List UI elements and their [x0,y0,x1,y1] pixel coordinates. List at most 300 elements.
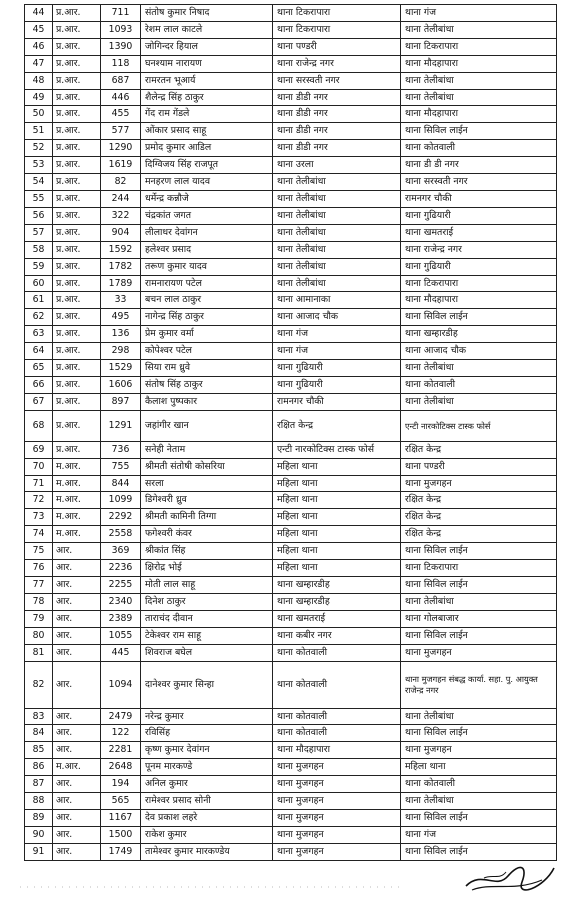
officer-name-cell: प्रमोद कुमार आडिल [141,140,273,157]
badge-number-cell: 2255 [101,577,141,594]
new-posting-cell: थाना सिविल लाईन [401,627,557,644]
officer-name-cell: शिवराज बघेल [141,644,273,661]
new-posting-cell: थाना सिविल लाईन [401,543,557,560]
table-row [25,492,557,509]
rank-cell: प्र.आर. [53,309,101,326]
table-row [25,725,557,742]
serial-number-cell: 71 [25,475,53,492]
new-posting-cell: थाना आजाद चौक [401,343,557,360]
current-posting-cell: थाना तेलीबांधा [273,224,401,241]
serial-number-cell: 90 [25,826,53,843]
badge-number-cell: 33 [101,292,141,309]
badge-number-cell: 1782 [101,258,141,275]
officer-name-cell: अनिल कुमार [141,776,273,793]
current-posting-cell: थाना तेलीबांधा [273,241,401,258]
serial-number-cell: 48 [25,72,53,89]
current-posting-cell: महिला थाना [273,509,401,526]
serial-number-cell: 67 [25,393,53,410]
officer-name-cell: दिग्विजय सिंह राजपूत [141,157,273,174]
officer-name-cell: जोगिन्दर हियाल [141,38,273,55]
new-posting-cell: रक्षित केन्द्र [401,526,557,543]
serial-number-cell: 54 [25,174,53,191]
officer-name-cell: मोती लाल साहू [141,577,273,594]
officer-name-cell: श्रीमती संतोषी कोसरिया [141,458,273,475]
badge-number-cell: 82 [101,174,141,191]
rank-cell: आर. [53,793,101,810]
new-posting-cell: थाना कोतवाली [401,776,557,793]
officer-name-cell: चंद्रकांत जगत [141,207,273,224]
new-posting-cell: थाना गंज [401,5,557,22]
rank-cell: प्र.आर. [53,140,101,157]
badge-number-cell: 1592 [101,241,141,258]
officer-name-cell: रामरतन भूआर्य [141,72,273,89]
table-row [25,475,557,492]
serial-number-cell: 55 [25,190,53,207]
current-posting-cell: थाना डीडी नगर [273,123,401,140]
current-posting-cell: महिला थाना [273,526,401,543]
badge-number-cell: 1529 [101,360,141,377]
table-row [25,157,557,174]
officer-name-cell: हलेश्वर प्रसाद [141,241,273,258]
table-row [25,577,557,594]
officer-name-cell: सरला [141,475,273,492]
officer-name-cell: मनहरण लाल यादव [141,174,273,191]
officer-name-cell: फगेश्वरी कंवर [141,526,273,543]
current-posting-cell: थाना गुढियारी [273,360,401,377]
table-row [25,509,557,526]
table-row [25,343,557,360]
rank-cell: प्र.आर. [53,275,101,292]
new-posting-cell: थाना गंज [401,826,557,843]
officer-name-cell: संतोष कुमार निषाद [141,5,273,22]
badge-number-cell: 2340 [101,593,141,610]
rank-cell: प्र.आर. [53,5,101,22]
serial-number-cell: 69 [25,441,53,458]
new-posting-cell: थाना तेलीबांधा [401,708,557,725]
new-posting-cell: रामनगर चौकी [401,190,557,207]
new-posting-cell: थाना खमतराई [401,224,557,241]
serial-number-cell: 91 [25,843,53,860]
new-posting-cell: थाना सरस्वती नगर [401,174,557,191]
serial-number-cell: 51 [25,123,53,140]
rank-cell: म.आर. [53,458,101,475]
serial-number-cell: 61 [25,292,53,309]
rank-cell: आर. [53,560,101,577]
rank-cell: प्र.आर. [53,376,101,393]
rank-cell: म.आर. [53,492,101,509]
table-row [25,258,557,275]
serial-number-cell: 52 [25,140,53,157]
rank-cell: आर. [53,826,101,843]
table-row [25,326,557,343]
current-posting-cell: थाना कबीर नगर [273,627,401,644]
new-posting-cell: रक्षित केन्द्र [401,441,557,458]
current-posting-cell: थाना आजाद चौक [273,309,401,326]
rank-cell: आर. [53,809,101,826]
table-row [25,190,557,207]
badge-number-cell: 2479 [101,708,141,725]
serial-number-cell: 75 [25,543,53,560]
new-posting-cell: थाना मौदहापारा [401,292,557,309]
serial-number-cell: 65 [25,360,53,377]
new-posting-cell: थाना टिकरापारा [401,275,557,292]
serial-number-cell: 58 [25,241,53,258]
badge-number-cell: 322 [101,207,141,224]
rank-cell: आर. [53,776,101,793]
table-row [25,441,557,458]
officer-name-cell: तामेश्वर कुमार मारकण्डेय [141,843,273,860]
rank-cell: म.आर. [53,759,101,776]
serial-number-cell: 78 [25,593,53,610]
rank-cell: म.आर. [53,475,101,492]
rank-cell: प्र.आर. [53,292,101,309]
new-posting-cell: थाना पण्डरी [401,458,557,475]
rank-cell: प्र.आर. [53,174,101,191]
new-posting-cell: थाना मुजगहन संबद्ध कार्या. सहा. पु. आयुक्त राजेन्द्र नगर [401,661,557,708]
badge-number-cell: 244 [101,190,141,207]
serial-number-cell: 83 [25,708,53,725]
serial-number-cell: 66 [25,376,53,393]
table-row [25,610,557,627]
current-posting-cell: थाना मुजगहन [273,826,401,843]
rank-cell: प्र.आर. [53,360,101,377]
rank-cell: प्र.आर. [53,258,101,275]
serial-number-cell: 44 [25,5,53,22]
badge-number-cell: 1390 [101,38,141,55]
serial-number-cell: 76 [25,560,53,577]
rank-cell: प्र.आर. [53,410,101,441]
badge-number-cell: 2648 [101,759,141,776]
current-posting-cell: थाना गंज [273,343,401,360]
current-posting-cell: थाना तेलीबांधा [273,258,401,275]
rank-cell: म.आर. [53,526,101,543]
current-posting-cell: थाना कोतवाली [273,725,401,742]
serial-number-cell: 59 [25,258,53,275]
serial-number-cell: 57 [25,224,53,241]
current-posting-cell: थाना तेलीबांधा [273,207,401,224]
officer-name-cell: कृष्ण कुमार देवांगन [141,742,273,759]
new-posting-cell: थाना मौदहापारा [401,55,557,72]
badge-number-cell: 2281 [101,742,141,759]
current-posting-cell: महिला थाना [273,492,401,509]
table-row [25,644,557,661]
new-posting-cell: थाना मुजगहन [401,742,557,759]
badge-number-cell: 118 [101,55,141,72]
rank-cell: आर. [53,543,101,560]
rank-cell: आर. [53,708,101,725]
badge-number-cell: 1619 [101,157,141,174]
serial-number-cell: 68 [25,410,53,441]
serial-number-cell: 63 [25,326,53,343]
serial-number-cell: 82 [25,661,53,708]
badge-number-cell: 2292 [101,509,141,526]
officer-name-cell: पूनम मारकण्डे [141,759,273,776]
badge-number-cell: 565 [101,793,141,810]
badge-number-cell: 194 [101,776,141,793]
new-posting-cell: थाना तेलीबांधा [401,72,557,89]
new-posting-cell: थाना मुजगहन [401,475,557,492]
new-posting-cell: थाना तेलीबांधा [401,89,557,106]
rank-cell: प्र.आर. [53,224,101,241]
badge-number-cell: 1055 [101,627,141,644]
officer-name-cell: संतोष सिंह ठाकुर [141,376,273,393]
current-posting-cell: थाना कोतवाली [273,661,401,708]
serial-number-cell: 74 [25,526,53,543]
table-row [25,106,557,123]
current-posting-cell: थाना मुजगहन [273,843,401,860]
table-row [25,560,557,577]
current-posting-cell: थाना डीडी नगर [273,140,401,157]
table-body [25,5,557,861]
table-row [25,410,557,441]
table-row [25,21,557,38]
new-posting-cell: थाना सिविल लाईन [401,123,557,140]
rank-cell: आर. [53,627,101,644]
officer-name-cell: तरूण कुमार यादव [141,258,273,275]
new-posting-cell: थाना मौदहापारा [401,106,557,123]
table-row [25,593,557,610]
officer-name-cell: दिनेश ठाकुर [141,593,273,610]
table-row [25,140,557,157]
badge-number-cell: 1291 [101,410,141,441]
officer-name-cell: रेशम लाल काटले [141,21,273,38]
current-posting-cell: महिला थाना [273,543,401,560]
rank-cell: आर. [53,593,101,610]
rank-cell: प्र.आर. [53,89,101,106]
rank-cell: प्र.आर. [53,106,101,123]
officer-name-cell: शैलेन्द्र सिंह ठाकुर [141,89,273,106]
new-posting-cell: थाना तेलीबांधा [401,793,557,810]
badge-number-cell: 755 [101,458,141,475]
badge-number-cell: 904 [101,224,141,241]
new-posting-cell: थाना डी डी नगर [401,157,557,174]
new-posting-cell: थाना तेलीबांधा [401,360,557,377]
new-posting-cell: थाना सिविल लाईन [401,809,557,826]
scan-noise-divider [20,884,400,890]
officer-name-cell: श्रीकांत सिंह [141,543,273,560]
current-posting-cell: महिला थाना [273,560,401,577]
badge-number-cell: 122 [101,725,141,742]
current-posting-cell: थाना मुजगहन [273,776,401,793]
new-posting-cell: थाना राजेन्द्र नगर [401,241,557,258]
current-posting-cell: थाना मुजगहन [273,809,401,826]
current-posting-cell: थाना मुजगहन [273,759,401,776]
table-row [25,742,557,759]
badge-number-cell: 446 [101,89,141,106]
current-posting-cell: थाना राजेन्द्र नगर [273,55,401,72]
table-row [25,776,557,793]
current-posting-cell: थाना गंज [273,326,401,343]
serial-number-cell: 88 [25,793,53,810]
current-posting-cell: थाना टिकरापारा [273,21,401,38]
rank-cell: प्र.आर. [53,123,101,140]
table-row [25,55,557,72]
rank-cell: प्र.आर. [53,441,101,458]
current-posting-cell: थाना पण्डरी [273,38,401,55]
current-posting-cell: थाना खमतराई [273,610,401,627]
badge-number-cell: 2558 [101,526,141,543]
rank-cell: प्र.आर. [53,393,101,410]
table-row [25,526,557,543]
current-posting-cell: थाना कोतवाली [273,644,401,661]
current-posting-cell: महिला थाना [273,458,401,475]
officer-name-cell: रामेश्वर प्रसाद सोनी [141,793,273,810]
table-row [25,376,557,393]
badge-number-cell: 711 [101,5,141,22]
serial-number-cell: 85 [25,742,53,759]
current-posting-cell: थाना मौदहापारा [273,742,401,759]
current-posting-cell: थाना उरला [273,157,401,174]
current-posting-cell: थाना डीडी नगर [273,89,401,106]
officer-name-cell: सिया राम ध्रुवे [141,360,273,377]
new-posting-cell: थाना गोलबाजार [401,610,557,627]
officer-name-cell: क्षिरोद्र भोई [141,560,273,577]
serial-number-cell: 77 [25,577,53,594]
badge-number-cell: 687 [101,72,141,89]
rank-cell: म.आर. [53,509,101,526]
rank-cell: प्र.आर. [53,72,101,89]
officer-name-cell: नरेन्द्र कुमार [141,708,273,725]
officer-name-cell: जहांगीर खान [141,410,273,441]
current-posting-cell: थाना खम्हारडीह [273,577,401,594]
current-posting-cell: एन्टी नारकोटिक्स टास्क फोर्स [273,441,401,458]
badge-number-cell: 577 [101,123,141,140]
badge-number-cell: 1099 [101,492,141,509]
badge-number-cell: 2236 [101,560,141,577]
table-row [25,224,557,241]
new-posting-cell: थाना तेलीबांधा [401,593,557,610]
officer-name-cell: बचन लाल ठाकुर [141,292,273,309]
officer-name-cell: रामनारायण पटेल [141,275,273,292]
serial-number-cell: 70 [25,458,53,475]
current-posting-cell: थाना तेलीबांधा [273,275,401,292]
officer-name-cell: श्रीमती कामिनी तिग्गा [141,509,273,526]
badge-number-cell: 2389 [101,610,141,627]
serial-number-cell: 50 [25,106,53,123]
table-row [25,89,557,106]
rank-cell: प्र.आर. [53,326,101,343]
current-posting-cell: थाना आमानाका [273,292,401,309]
new-posting-cell: थाना मुजगहन [401,644,557,661]
rank-cell: प्र.आर. [53,207,101,224]
new-posting-cell: थाना कोतवाली [401,376,557,393]
serial-number-cell: 84 [25,725,53,742]
officer-name-cell: ओंकार प्रसाद साहू [141,123,273,140]
officer-name-cell: घनश्याम नारायण [141,55,273,72]
rank-cell: प्र.आर. [53,241,101,258]
rank-cell: प्र.आर. [53,21,101,38]
serial-number-cell: 46 [25,38,53,55]
current-posting-cell: महिला थाना [273,475,401,492]
table-row [25,275,557,292]
table-row [25,708,557,725]
table-row [25,5,557,22]
badge-number-cell: 1093 [101,21,141,38]
officer-name-cell: रविसिंह [141,725,273,742]
rank-cell: आर. [53,725,101,742]
table-row [25,543,557,560]
officer-name-cell: राकेश कुमार [141,826,273,843]
officer-name-cell: देव प्रकाश लहरे [141,809,273,826]
badge-number-cell: 844 [101,475,141,492]
serial-number-cell: 73 [25,509,53,526]
current-posting-cell: रक्षित केन्द्र [273,410,401,441]
serial-number-cell: 47 [25,55,53,72]
table-row [25,809,557,826]
table-row [25,292,557,309]
rank-cell: प्र.आर. [53,157,101,174]
table-row [25,72,557,89]
serial-number-cell: 53 [25,157,53,174]
officer-name-cell: गेंद राम गेंडले [141,106,273,123]
badge-number-cell: 495 [101,309,141,326]
table-row [25,123,557,140]
serial-number-cell: 86 [25,759,53,776]
serial-number-cell: 49 [25,89,53,106]
badge-number-cell: 445 [101,644,141,661]
badge-number-cell: 1290 [101,140,141,157]
current-posting-cell: थाना तेलीबांधा [273,190,401,207]
serial-number-cell: 45 [25,21,53,38]
serial-number-cell: 89 [25,809,53,826]
badge-number-cell: 455 [101,106,141,123]
new-posting-cell: थाना गुढियारी [401,207,557,224]
current-posting-cell: थाना सरस्वती नगर [273,72,401,89]
rank-cell: प्र.आर. [53,55,101,72]
officer-name-cell: नागेन्द्र सिंह ठाकुर [141,309,273,326]
rank-cell: प्र.आर. [53,343,101,360]
rank-cell: आर. [53,843,101,860]
officer-name-cell: सनेही नेताम [141,441,273,458]
new-posting-cell: थाना तेलीबांधा [401,21,557,38]
new-posting-cell: थाना टिकरापारा [401,38,557,55]
transfer-list-table [24,4,557,861]
table-row [25,793,557,810]
rank-cell: आर. [53,742,101,759]
serial-number-cell: 87 [25,776,53,793]
table-row [25,458,557,475]
signature-icon [462,860,558,894]
officer-name-cell: कोपेश्वर पटेल [141,343,273,360]
badge-number-cell: 369 [101,543,141,560]
new-posting-cell: थाना गुढियारी [401,258,557,275]
new-posting-cell: थाना खम्हारडीह [401,326,557,343]
officer-name-cell: प्रेम कुमार वर्मा [141,326,273,343]
officer-name-cell: टेकेश्वर राम साहू [141,627,273,644]
table-row [25,759,557,776]
serial-number-cell: 60 [25,275,53,292]
new-posting-cell: थाना तेलीबांधा [401,393,557,410]
serial-number-cell: 72 [25,492,53,509]
table-row [25,360,557,377]
table-row [25,627,557,644]
serial-number-cell: 80 [25,627,53,644]
table-row [25,174,557,191]
current-posting-cell: थाना खम्हारडीह [273,593,401,610]
table-row [25,207,557,224]
table-row [25,241,557,258]
new-posting-cell: थाना सिविल लाईन [401,577,557,594]
new-posting-cell: थाना कोतवाली [401,140,557,157]
officer-name-cell: ताराचंद दीवान [141,610,273,627]
new-posting-cell: एन्टी नारकोटिक्स टास्क फोर्स [401,410,557,441]
badge-number-cell: 1789 [101,275,141,292]
serial-number-cell: 79 [25,610,53,627]
serial-number-cell: 62 [25,309,53,326]
current-posting-cell: थाना मुजगहन [273,793,401,810]
badge-number-cell: 897 [101,393,141,410]
new-posting-cell: थाना सिविल लाईन [401,725,557,742]
